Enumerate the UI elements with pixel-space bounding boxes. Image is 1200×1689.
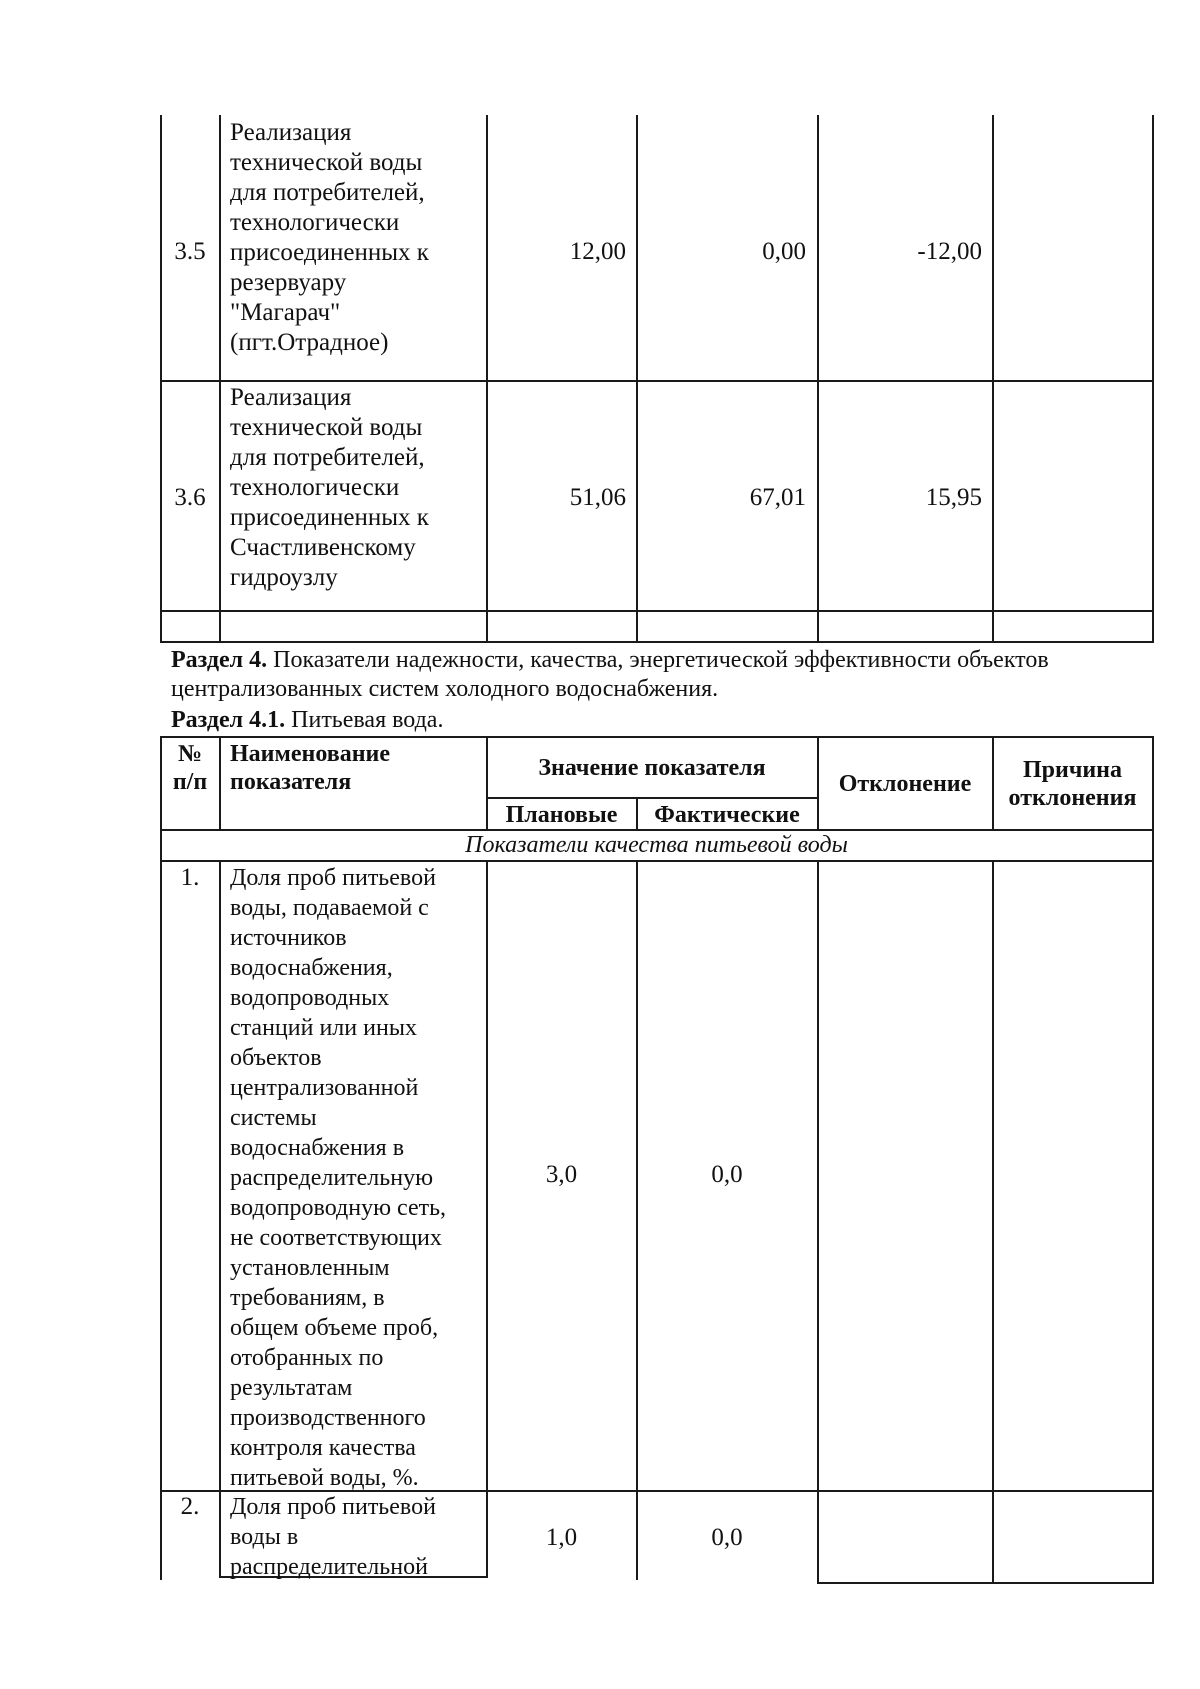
row-name: Доля проб питьевой воды, подаваемой с источников водоснабжения, водопроводных станций или иных объектов централизованной системы водоснабжения в распределительную водопроводную сеть, не соответствующих установленным требованиям, в общем объеме проб, отобранных по результатам производственного контроля качества питьевой воды, %. <box>230 865 447 1491</box>
table2-vline-b <box>219 736 221 830</box>
row-number: 3.5 <box>174 238 206 265</box>
table2-vline-2 <box>219 860 221 1578</box>
plan-value: 51,06 <box>569 484 626 511</box>
header-fact: Фактические <box>654 802 800 828</box>
table2-header-split <box>486 797 818 799</box>
header-reason: Причина отклонения <box>1008 757 1137 811</box>
row-number: 3.6 <box>174 484 206 511</box>
plan-value: 12,00 <box>569 238 626 265</box>
table1-hline-1 <box>160 380 1153 382</box>
fact-value: 0,0 <box>711 1161 743 1188</box>
table1-vline-7 <box>1152 115 1154 643</box>
table1-vline-3 <box>486 115 488 643</box>
table2-vline-3 <box>486 860 488 1578</box>
row-name: Доля проб питьевой воды в распределительной <box>230 1494 436 1580</box>
section-4-paragraph <box>171 646 1161 704</box>
fact-value: 0,00 <box>762 238 806 265</box>
header-value: Значение показателя <box>538 755 766 781</box>
table2-group-bottom <box>160 860 1153 862</box>
deviation-value: -12,00 <box>917 238 982 265</box>
header-name: Наименование показателя <box>230 741 390 795</box>
section-4-1-paragraph <box>171 706 771 735</box>
table2-vline-1 <box>160 860 162 1580</box>
table1-vline-4 <box>636 115 638 643</box>
table1-hline-3 <box>160 641 1153 643</box>
table1-vline-6 <box>992 115 994 643</box>
table2-vline-5 <box>817 860 819 1584</box>
header-plan: Плановые <box>505 802 618 828</box>
deviation-value: 15,95 <box>925 484 982 511</box>
section-4-text: Показатели надежности, качества, энергетической эффективности объектов централизованных систем холодного водоснабжения. <box>171 647 1049 702</box>
section-4-1-label: Раздел 4.1. <box>171 707 286 733</box>
row-number: 2. <box>180 1493 200 1520</box>
table2-vline-6 <box>992 860 994 1584</box>
table1-vline-5 <box>817 115 819 643</box>
row-name: Реализация технической воды для потребителей, технологически присоединенных к Счастливенскому гидроузлу <box>230 384 429 591</box>
plan-value: 3,0 <box>545 1161 578 1188</box>
table1-vline-2 <box>219 115 221 643</box>
header-number: № п/п <box>172 741 208 795</box>
table2-vline-4 <box>636 860 638 1580</box>
row-number: 1. <box>180 864 200 891</box>
row-name: Реализация технической воды для потребителей, технологически присоединенных к резервуару "Магарач" (пгт.Отрадное) <box>230 119 429 356</box>
header-deviation: Отклонение <box>838 771 972 797</box>
table1-vline-1 <box>160 115 162 643</box>
fact-value: 67,01 <box>749 484 806 511</box>
group-row-title: Показатели качества питьевой воды <box>465 832 848 858</box>
table2-row2-right-bottom <box>817 1582 1153 1584</box>
section-4-label: Раздел 4. <box>171 647 268 673</box>
table2-vline-7 <box>1152 860 1154 1584</box>
fact-value: 0,0 <box>711 1524 743 1551</box>
plan-value: 1,0 <box>545 1524 578 1551</box>
table2-top-line <box>160 736 1153 738</box>
table2-vline-g <box>1152 736 1154 862</box>
table1-hline-2 <box>160 610 1153 612</box>
section-4-1-text: Питьевая вода. <box>291 707 444 733</box>
